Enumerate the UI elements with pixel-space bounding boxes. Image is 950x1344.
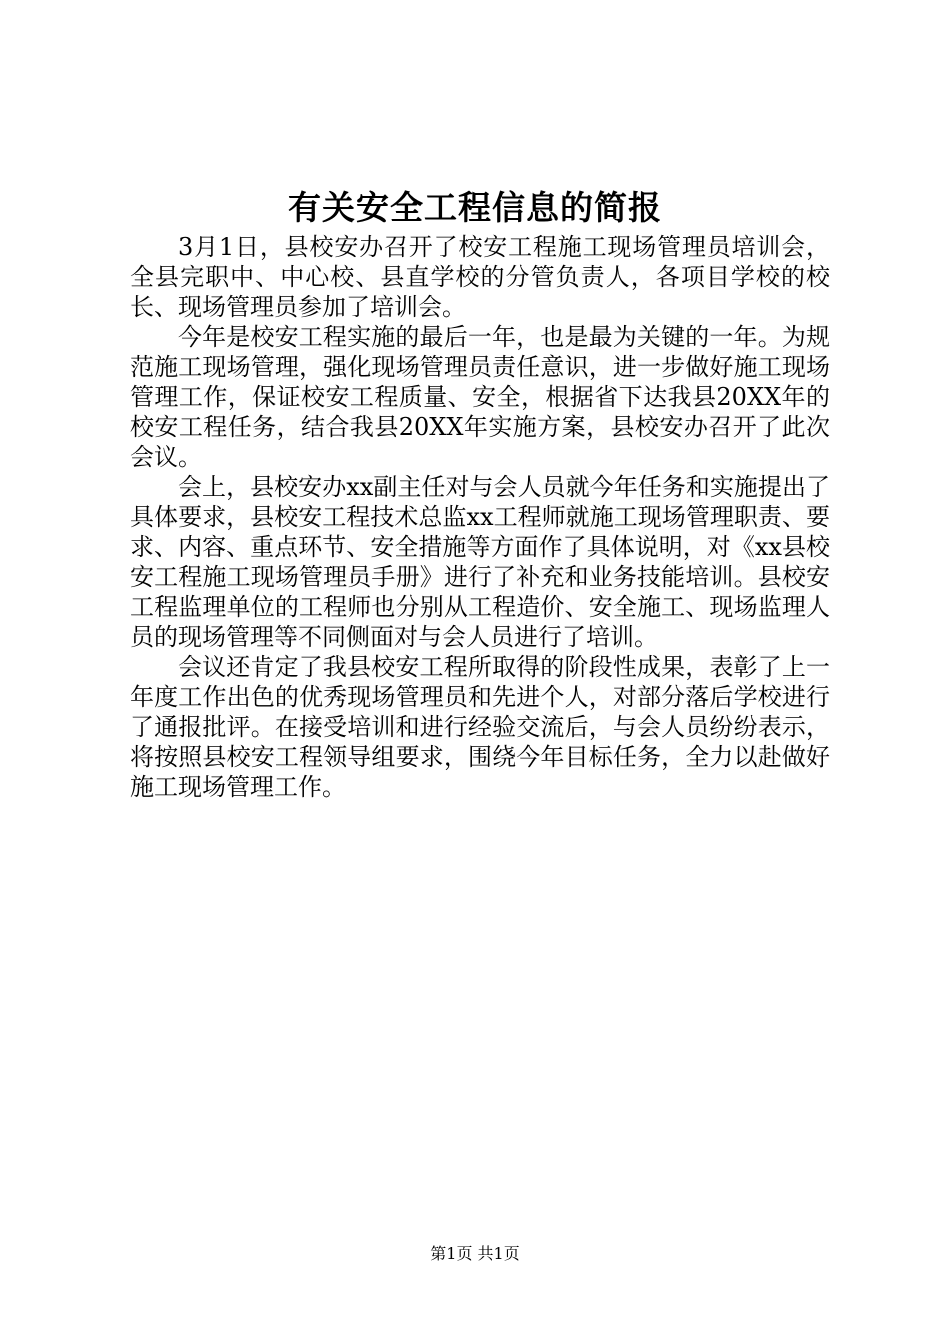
document-title: 有关安全工程信息的简报 <box>288 188 662 227</box>
page-footer: 第1页 共1页 <box>430 1244 520 1263</box>
paragraph-4: 会议还肯定了我县校安工程所取得的阶段性成果，表彰了上一年度工作出色的优秀现场管理员和先进个人，对部分落后学校进行了通报批评。在接受培训和进行经验交流后，与会人员纷纷表示，将按照县校安工程领导组要求，围绕今年目标任务，全力以赴做好施工现场管理工作。 <box>130 653 830 801</box>
paragraph-2: 今年是校安工程实施的最后一年，也是最为关键的一年。为规范施工现场管理，强化现场管理员责任意识，进一步做好施工现场管理工作，保证校安工程质量、安全，根据省下达我县20XX年的校安工程任务，结合我县20XX年实施方案，县校安办召开了此次会议。 <box>130 323 830 471</box>
paragraph-1: 3月1日，县校安办召开了校安工程施工现场管理员培训会，全县完职中、中心校、县直学校的分管负责人，各项目学校的校长、现场管理员参加了培训会。 <box>130 233 830 321</box>
document-body <box>130 232 830 802</box>
paragraph-3: 会上，县校安办xx副主任对与会人员就今年任务和实施提出了具体要求，县校安工程技术总监xx工程师就施工现场管理职责、要求、内容、重点环节、安全措施等方面作了具体说明，对《xx县校安工程施工现场管理员手册》进行了补充和业务技能培训。县校安工程监理单位的工程师也分别从工程造价、安全施工、现场监理人员的现场管理等不同侧面对与会人员进行了培训。 <box>130 473 830 651</box>
